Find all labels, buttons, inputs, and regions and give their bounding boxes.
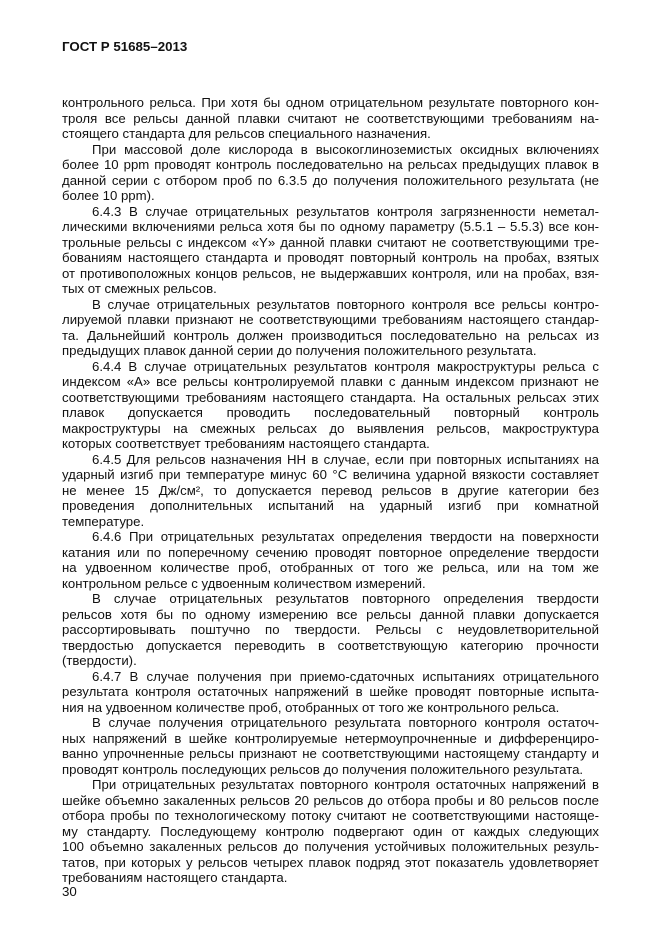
text-line: контрольном рельсе с удвоенным количеством измерений. [62,575,426,591]
text-line: 100 объемно закаленных рельсов до получения устойчивых положительных резуль- [62,839,599,854]
text-line: стоящего стандарта для рельсов специального назначения. [62,126,431,141]
text-line: индексом «А» все рельсы контролируемой плавки с данным индексом признают не [62,374,599,389]
paragraph [62,777,599,886]
text-line: 6.4.3 В случае отрицательных результатов контроля загрязненности неметал- [92,203,599,219]
text-line: отбора пробы по технологическому потоку считают не соответствующими настояще- [62,808,599,823]
text-line: При отрицательных результатах повторного контроля остаточных напряжений в [92,777,599,792]
text-line: ванно упрочненные рельсы признают не соответствующими настоящему стандарту и [62,746,599,761]
text-line: та. Дальнейший контроль должен производиться последовательно на рельсах из [62,327,599,343]
text-line: ударный изгиб при температуре минус 60 °С величина ударной вязкости составляет [62,467,599,482]
paragraph [62,359,599,452]
text-line: температуре. [62,513,145,529]
text-line: на удвоенном количестве проб, отобранных от того же рельса, или на том же [62,560,599,575]
text-line: твердостью допускается переводить в соответствующую категорию прочности [62,637,599,653]
text-line: 6.4.6 При отрицательных результатах определения твердости на поверхности [92,529,599,544]
text-line: проводят контроль последующих рельсов до получения положительного результата. [62,761,584,777]
text-line: бованиям настоящего стандарта и проводят повторный контроль на пробах, взятых [62,250,599,265]
paragraph [62,669,599,716]
text-line: ния на удвоенном количестве проб, отобранных от того же контрольного рельса. [62,699,560,715]
text-line: от противоположных концов рельсов, не выдержавших контроля, или на пробах, взя- [62,265,599,281]
paragraph [62,715,599,777]
text-line: троля все рельсы данной плавки считают не соответствующими требованиям на- [62,110,599,126]
page-number: 30 [62,884,77,899]
text-line: рассортировывать поштучно по твердости. Рельсы с неудовлетворительной [62,622,599,637]
text-line: трольные рельсы с индексом «Y» данной плавки считают не соответствующими тре- [62,234,599,250]
document-header: ГОСТ Р 51685–2013 [62,39,188,54]
paragraph [62,204,599,297]
text-line: более 10 ppm). [62,188,155,203]
text-line: требованиям настоящего стандарта. [62,870,288,885]
text-line: 6.4.7 В случае получения при приемо-сдаточных испытаниях отрицательного [92,668,599,684]
text-line: не менее 15 Дж/см², то допускается перевод рельсов в другие категории без [62,482,599,498]
text-line: макроструктуры на смежных рельсах до выявления рельсов, макроструктура [62,420,599,436]
text-line: контрольного рельса. При хотя бы одном отрицательном результате повторного кон- [62,95,599,110]
text-line: данной серии с отбором проб по 6.3.5 до получения положительного результата (не [62,172,599,188]
paragraph [62,529,599,591]
text-line: проведения дополнительных испытаний на ударный изгиб при комнатной [62,498,599,513]
text-line: При массовой доле кислорода в высокоглиноземистых оксидных включениях [92,141,599,157]
text-line: лируемой плавки признают не соответствующими требованиям настоящего стандар- [62,312,599,327]
text-line: соответствующими требованиям настоящего стандарта. На остальных рельсах этих [62,389,599,405]
paragraph [62,591,599,669]
text-line: рельсов хотя бы по одному измерению все рельсы данной плавки допускается [62,606,599,622]
text-line: плавок допускается проводить последовательный повторный контроль [62,405,599,420]
text-line: В случае отрицательных результатов повторного определения твердости [92,591,599,606]
text-line: предыдущих плавок данной серии до получения положительного результата. [62,343,537,358]
paragraph [62,95,599,142]
text-line: татов, при которых у рельсов четырех плавок подряд этот показатель удовлетворяет [62,854,599,870]
paragraph [62,452,599,530]
text-line: 6.4.5 Для рельсов назначения НН в случае, если при повторных испытаниях на [92,451,599,467]
text-line: которых соответствует требованиям настоящего стандарта. [62,436,430,451]
text-line: результата контроля остаточных напряжений в шейке проводят повторные испыта- [62,684,599,699]
text-line: му стандарту. Последующему контролю подвергают один от каждых следующих [62,823,599,839]
text-line: тых от смежных рельсов. [62,281,217,296]
text-line: катания или по поперечному сечению проводят повторное определение твердости [62,544,599,560]
paragraph [62,142,599,204]
text-line: лическими включениями рельса хотя бы по одному параметру (5.5.1 – 5.5.3) все кон- [62,219,599,234]
document-body [62,95,599,886]
text-line: (твердости). [62,653,137,668]
text-line: более 10 ppm проводят контроль последовательно на рельсах предыдущих плавок в [62,157,599,172]
text-line: шейке объемно закаленных рельсов 20 рельсов до отбора пробы и 80 рельсов после [62,792,599,808]
paragraph [62,297,599,359]
text-line: В случае отрицательных результатов повторного контроля все рельсы контро- [92,296,599,312]
text-line: 6.4.4 В случае отрицательных результатов контроля макроструктуры рельса с [92,358,599,374]
text-line: В случае получения отрицательного результата повторного контроля остаточ- [92,715,599,730]
text-line: ных напряжений в шейке контролируемые нетермоупрочненные и дифференциро- [62,730,599,746]
